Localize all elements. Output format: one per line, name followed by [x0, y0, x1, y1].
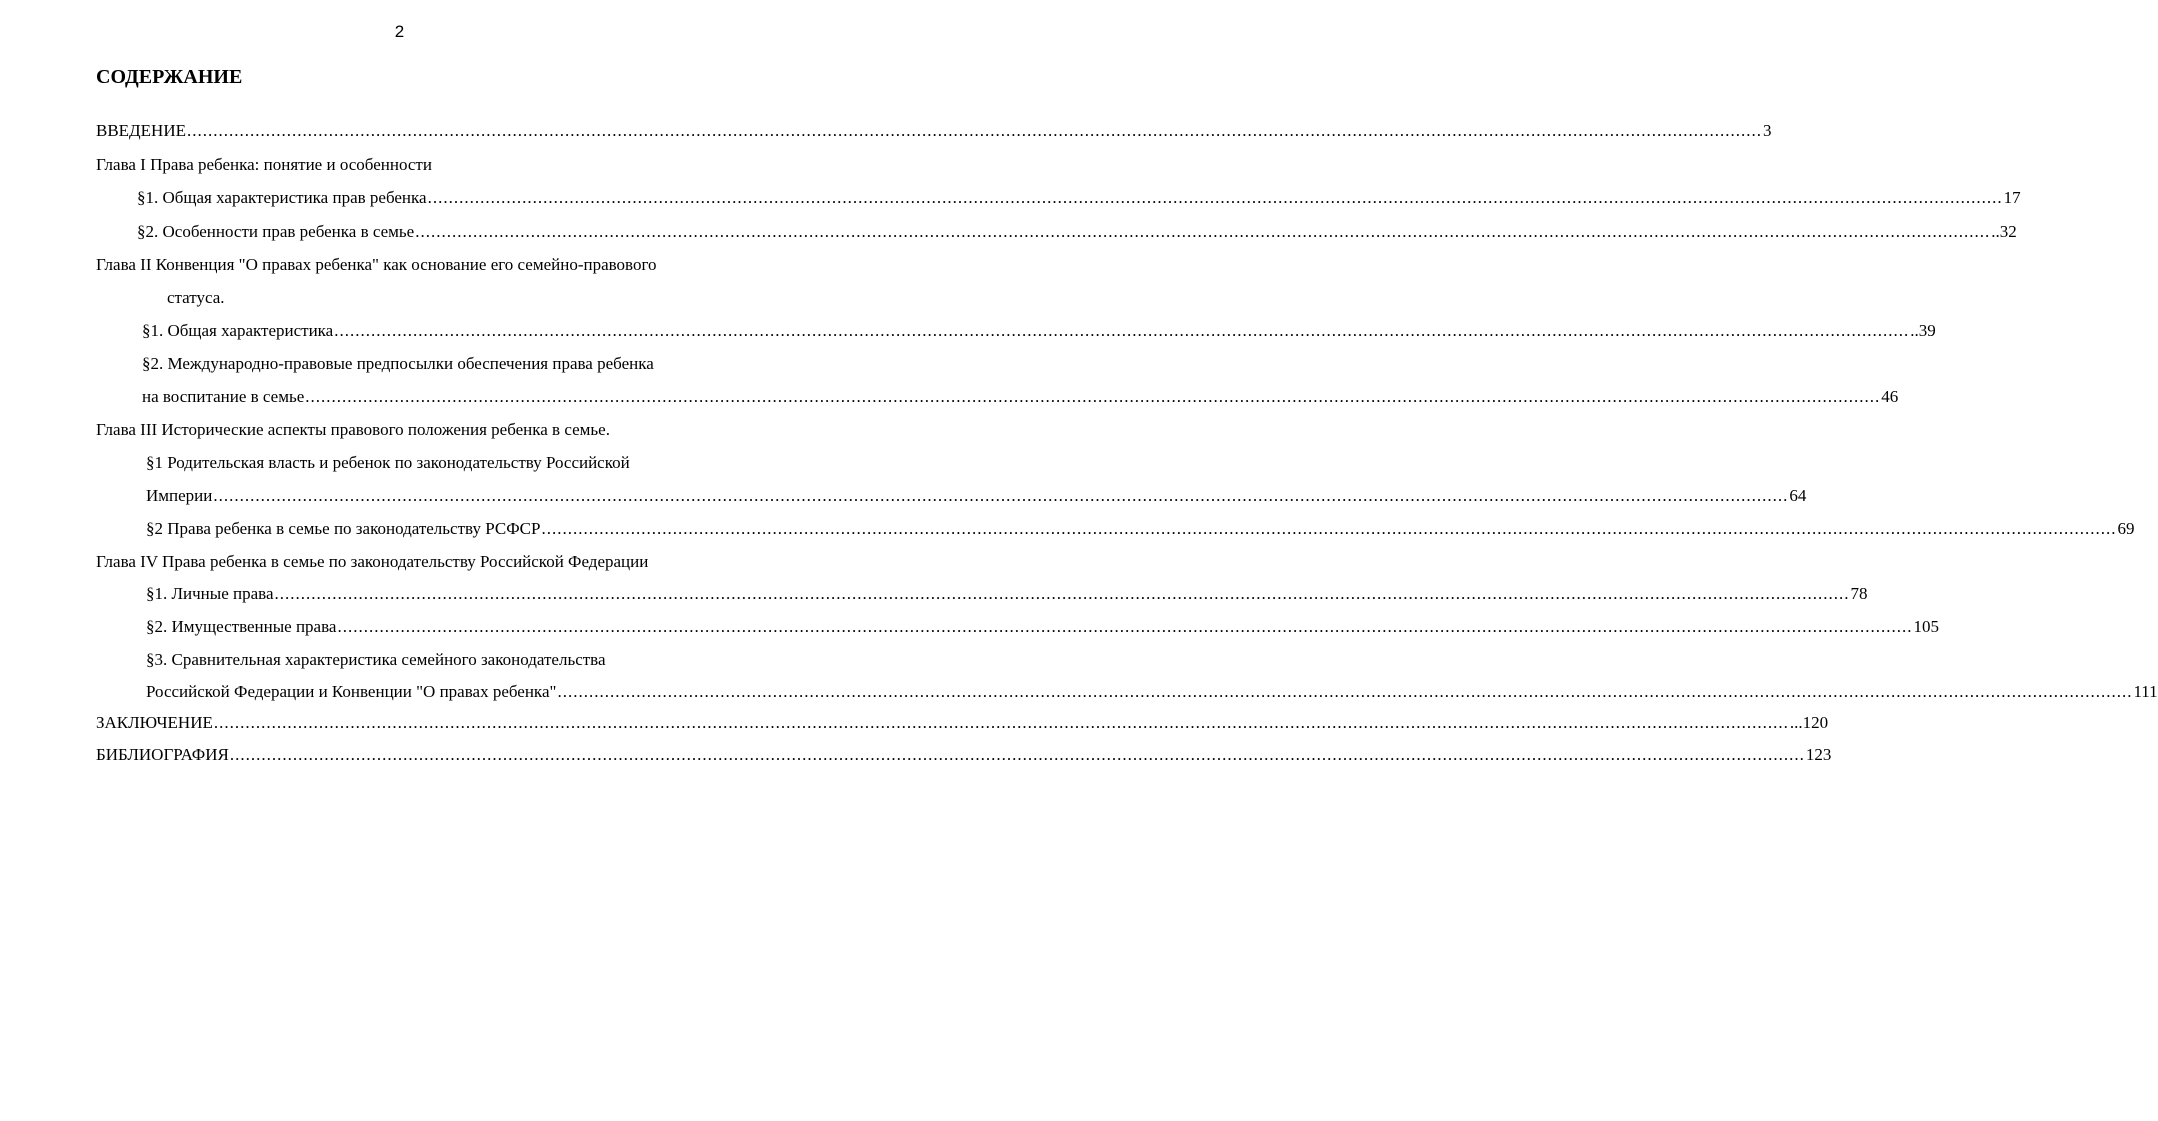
- toc-entry-page: 46: [1881, 387, 1899, 406]
- toc-entry-intro[interactable]: [96, 119, 1772, 143]
- toc-entry-ch4-s2[interactable]: [146, 615, 1939, 639]
- toc-entry-text: §1. Общая характеристика прав ребенка: [137, 188, 427, 207]
- dot-leader: ............................................................................................................................................................................................................................................................................................................: [213, 486, 1789, 505]
- toc-entry-text: ВВЕДЕНИЕ: [96, 121, 186, 140]
- toc-entry-page: ..39: [1910, 321, 1936, 340]
- toc-chapter-2[interactable]: Глава II Конвенция "О правах ребенка" как основание его семейно-правового: [96, 255, 657, 274]
- toc-entry-ch3-s1[interactable]: §1 Родительская власть и ребенок по законодательству Российской: [146, 453, 630, 472]
- dot-leader: ............................................................................................................................................................................................................................................................................................................: [334, 321, 1910, 340]
- toc-entry-conclusion[interactable]: [96, 711, 1829, 735]
- toc-entry-ch4-s3-continuation[interactable]: [146, 680, 2158, 704]
- dot-leader: ............................................................................................................................................................................................................................................................................................................: [274, 584, 1850, 603]
- toc-entry-text: ЗАКЛЮЧЕНИЕ: [96, 713, 213, 732]
- toc-entry-text: §2. Имущественные права: [146, 617, 337, 636]
- toc-entry-text: Российской Федерации и Конвенции "О правах ребенка": [146, 682, 557, 701]
- toc-entry-text: §1. Личные права: [146, 584, 274, 603]
- toc-entry-ch2-s2[interactable]: §2. Международно-правовые предпосылки обеспечения права ребенка: [142, 354, 654, 373]
- toc-entry-page: 17: [2003, 188, 2021, 207]
- dot-leader: ............................................................................................................................................................................................................................................................................................................: [415, 222, 1991, 241]
- toc-chapter-4[interactable]: Глава IV Права ребенка в семье по законодательству Российской Федерации: [96, 552, 649, 571]
- toc-entry-page: 64: [1789, 486, 1807, 505]
- toc-entry-ch4-s3[interactable]: §3. Сравнительная характеристика семейного законодательства: [146, 650, 606, 669]
- toc-entry-page: 78: [1850, 584, 1868, 603]
- toc-entry-ch2-s2-continuation[interactable]: [142, 385, 1899, 409]
- toc-entry-page: 105: [1913, 617, 1939, 636]
- toc-chapter-2-continuation: статуса.: [167, 288, 225, 307]
- toc-entry-page: ..32: [1991, 222, 2017, 241]
- dot-leader: ............................................................................................................................................................................................................................................................................................................: [427, 188, 2003, 207]
- toc-entry-ch3-s1-continuation[interactable]: [146, 484, 1807, 508]
- toc-chapter-3[interactable]: Глава III Исторические аспекты правового положения ребенка в семье.: [96, 420, 610, 439]
- toc-entry-text: Империи: [146, 486, 213, 505]
- toc-entry-text: БИБЛИОГРАФИЯ: [96, 745, 229, 764]
- dot-leader: ............................................................................................................................................................................................................................................................................................................: [229, 745, 1805, 764]
- toc-entry-page: 3: [1762, 121, 1772, 140]
- dot-leader: ............................................................................................................................................................................................................................................................................................................: [337, 617, 1913, 636]
- toc-entry-text: §2. Особенности прав ребенка в семье: [137, 222, 415, 241]
- toc-entry-page: 123: [1805, 745, 1832, 764]
- toc-entry-ch2-s1[interactable]: [142, 319, 1936, 343]
- dot-leader: ............................................................................................................................................................................................................................................................................................................: [213, 713, 1789, 732]
- toc-entry-ch1-s2[interactable]: [137, 220, 2017, 244]
- dot-leader: ............................................................................................................................................................................................................................................................................................................: [305, 387, 1881, 406]
- toc-entry-text: §2 Права ребенка в семье по законодательству РСФСР: [146, 519, 541, 538]
- toc-chapter-1[interactable]: Глава I Права ребенка: понятие и особенности: [96, 155, 432, 174]
- toc-entry-ch3-s2[interactable]: [146, 517, 2135, 541]
- toc-entry-text: на воспитание в семье: [142, 387, 305, 406]
- toc-entry-bibliography[interactable]: [96, 743, 1832, 767]
- toc-entry-text: §1. Общая характеристика: [142, 321, 334, 340]
- toc-entry-ch1-s1[interactable]: [137, 186, 2021, 210]
- dot-leader: ............................................................................................................................................................................................................................................................................................................: [557, 682, 2133, 701]
- page-title: СОДЕРЖАНИЕ: [96, 66, 243, 88]
- toc-entry-page: 69: [2117, 519, 2135, 538]
- toc-entry-ch4-s1[interactable]: [146, 582, 1868, 606]
- toc-entry-page: 111: [2133, 682, 2158, 701]
- toc-entry-page: ...120: [1789, 713, 1829, 732]
- page-number: 2: [394, 22, 405, 41]
- dot-leader: ............................................................................................................................................................................................................................................................................................................: [186, 121, 1762, 140]
- dot-leader: ............................................................................................................................................................................................................................................................................................................: [541, 519, 2117, 538]
